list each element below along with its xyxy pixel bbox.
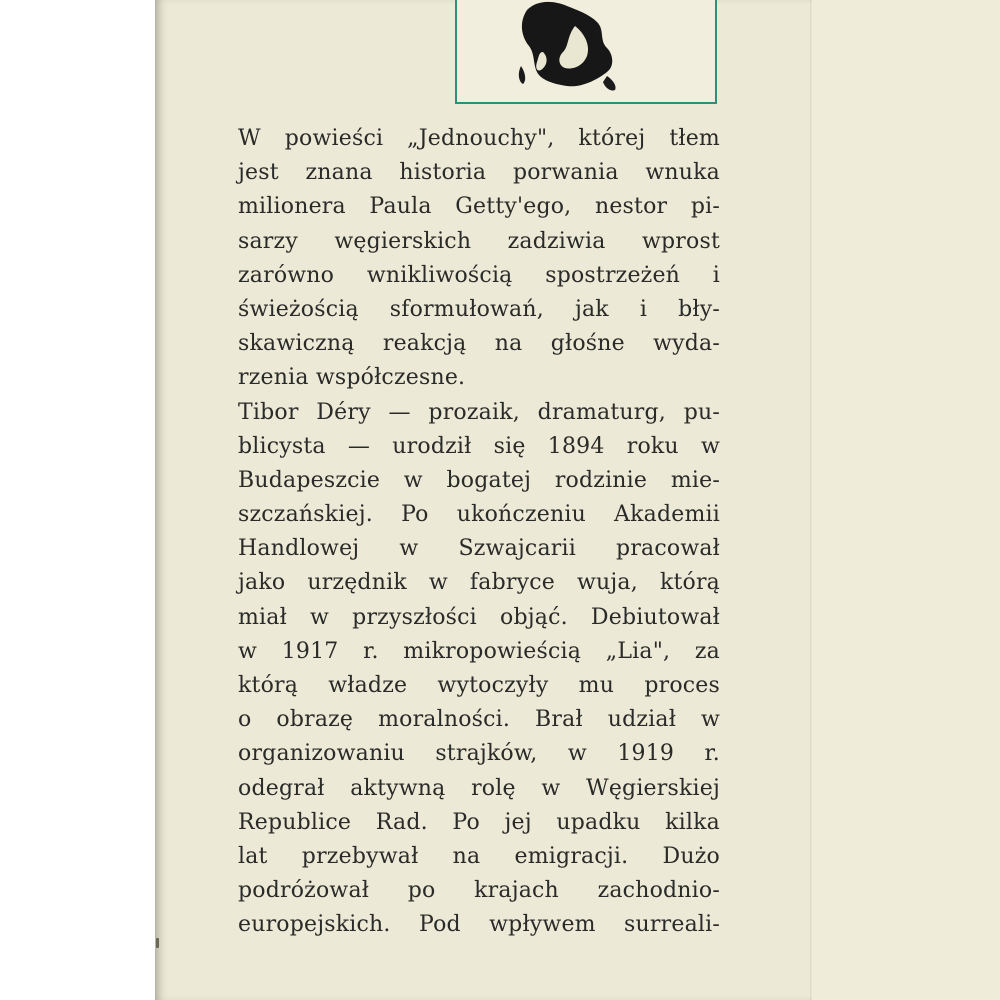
text-line: miał w przyszłości objąć. Debiutował [238, 604, 720, 630]
text-line: organizowaniu strajków, w 1919 r. [238, 741, 720, 767]
text-line: szczańskiej. Po ukończeniu Akademii [238, 502, 720, 528]
text-line: rzenia współczesne. [238, 365, 466, 391]
text-line: jako urzędnik w fabryce wuja, którą [238, 570, 720, 596]
text-line: Budapeszcie w bogatej rodzinie mie- [238, 467, 720, 493]
spine-mark [156, 938, 159, 948]
text-line: w 1917 r. mikropowieścią „Lia", za [238, 638, 720, 664]
text-line: milionera Paula Getty'ego, nestor pi- [238, 194, 720, 220]
text-line: W powieści „Jednouchy", której tłem [238, 126, 720, 151]
text-line: jest znana historia porwania wnuka [238, 160, 720, 186]
text-line: podróżował po krajach zachodnio- [238, 878, 720, 904]
text-line: blicysta — urodził się 1894 roku w [238, 433, 720, 459]
inner-page-strip [812, 0, 1000, 1000]
text-line: sarzy węgierskich zadziwia wprost [238, 228, 720, 254]
text-line: europejskich. Pod wpływem surreali- [238, 912, 720, 938]
author-photo [455, 0, 717, 104]
flap-edge [810, 0, 812, 1000]
text-line: którą władze wytoczyły mu proces [238, 673, 720, 698]
text-line: odegrał aktywną rolę w Węgierskiej [238, 775, 720, 801]
text-line: skawiczną reakcją na głośne wyda- [238, 331, 720, 357]
author-photo-illustration [457, 0, 717, 104]
text-line: Handlowej w Szwajcarii pracował [238, 536, 720, 562]
text-line: Tibor Déry — prozaik, dramaturg, pu- [238, 399, 720, 425]
text-line: zarówno wnikliwością spostrzeżeń i [238, 262, 720, 288]
text-line: świeżością sformułowań, jak i bły- [238, 296, 720, 322]
jacket-blurb [238, 122, 720, 943]
text-line: o obrazę moralności. Brał udział w [238, 707, 720, 733]
text-line: Republice Rad. Po jej upadku kilka [238, 809, 720, 835]
text-line: lat przebywał na emigracji. Dużo [238, 843, 720, 869]
